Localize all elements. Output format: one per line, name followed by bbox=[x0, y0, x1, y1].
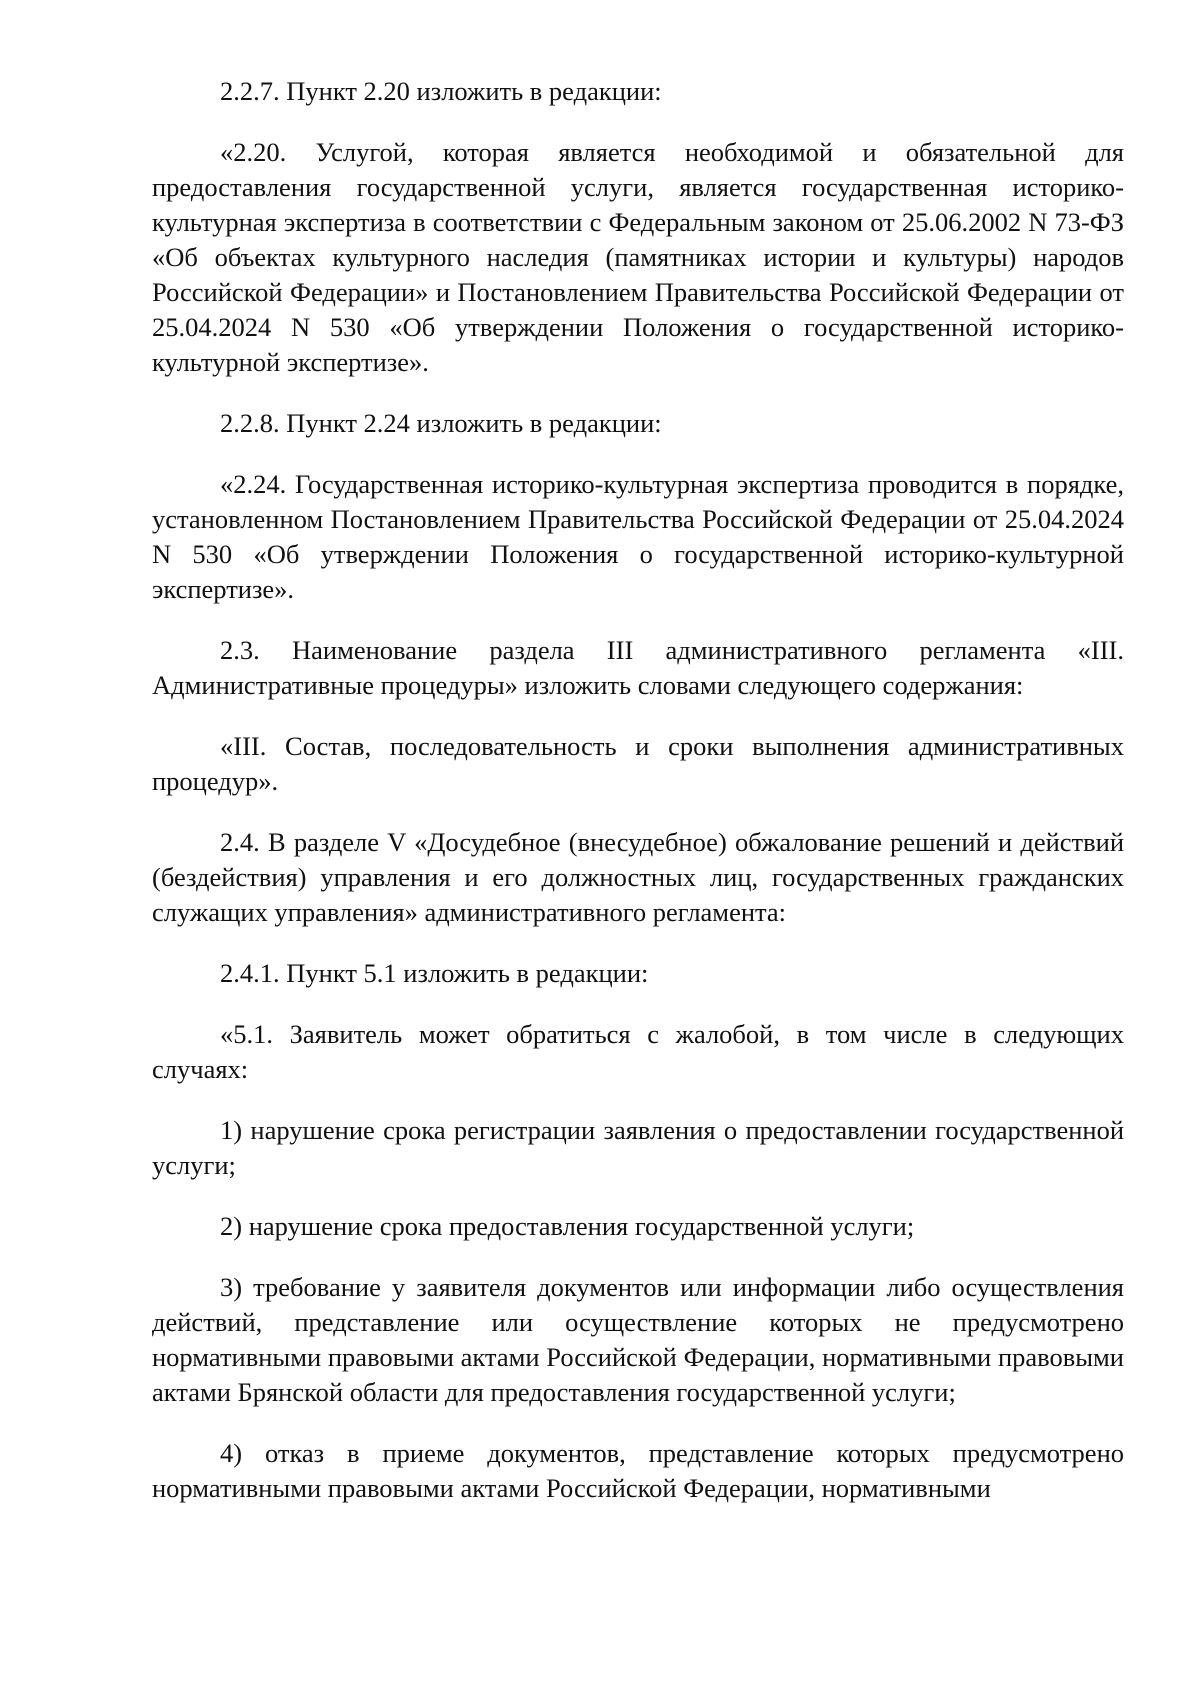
paragraph-2-2-8: 2.2.8. Пункт 2.24 изложить в редакции: bbox=[220, 408, 662, 438]
paragraph-section-iii-title: «III. Состав, последовательность и сроки выполнения административных процедур». bbox=[152, 731, 1124, 796]
document-body bbox=[152, 74, 1124, 1506]
paragraph-2-4: 2.4. В разделе V «Досудебное (внесудебное) обжалование решений и действий (бездействия) управления и его должностных лиц, государственных гражданских служащих управления» административного регламента: bbox=[152, 827, 1124, 927]
paragraph-2-3: 2.3. Наименование раздела III административного регламента «III. Административные процедуры» изложить словами следующего содержания: bbox=[152, 635, 1124, 700]
list-item-3: 3) требование у заявителя документов или информации либо осуществления действий, представление или осуществление которых не предусмотрено нормативными правовыми актами Российской Федерации, нормативными правовыми актами Брянской области для предоставления государственной услуги; bbox=[152, 1272, 1124, 1407]
list-item-1: 1) нарушение срока регистрации заявления о предоставлении государственной услуги; bbox=[152, 1115, 1124, 1180]
paragraph-5-1-intro: «5.1. Заявитель может обратиться с жалобой, в том числе в следующих случаях: bbox=[152, 1019, 1124, 1084]
paragraph-2-20-text: «2.20. Услугой, которая является необходимой и обязательной для предоставления государственной услуги, является государственная историко-культурная экспертиза в соответствии с Федеральным законом от 25.06.2002 N 73-ФЗ «Об объектах культурного наследия (памятниках истории и культуры) народов Российской Федерации» и Постановлением Правительства Российской Федерации от 25.04.2024 N 530 «Об утверждении Положения о государственной историко-культурной экспертизе». bbox=[152, 137, 1124, 377]
list-item-4: 4) отказ в приеме документов, представление которых предусмотрено нормативными правовыми актами Российской Федерации, нормативными bbox=[152, 1438, 1124, 1503]
paragraph-2-24-text: «2.24. Государственная историко-культурная экспертиза проводится в порядке, установленном Постановлением Правительства Российской Федерации от 25.04.2024 N 530 «Об утверждении Положения о государственной историко-культурной экспертизе». bbox=[152, 469, 1124, 604]
paragraph-2-2-7: 2.2.7. Пункт 2.20 изложить в редакции: bbox=[220, 76, 662, 106]
paragraph-2-4-1: 2.4.1. Пункт 5.1 изложить в редакции: bbox=[220, 958, 649, 988]
list-item-2: 2) нарушение срока предоставления государственной услуги; bbox=[220, 1211, 915, 1241]
